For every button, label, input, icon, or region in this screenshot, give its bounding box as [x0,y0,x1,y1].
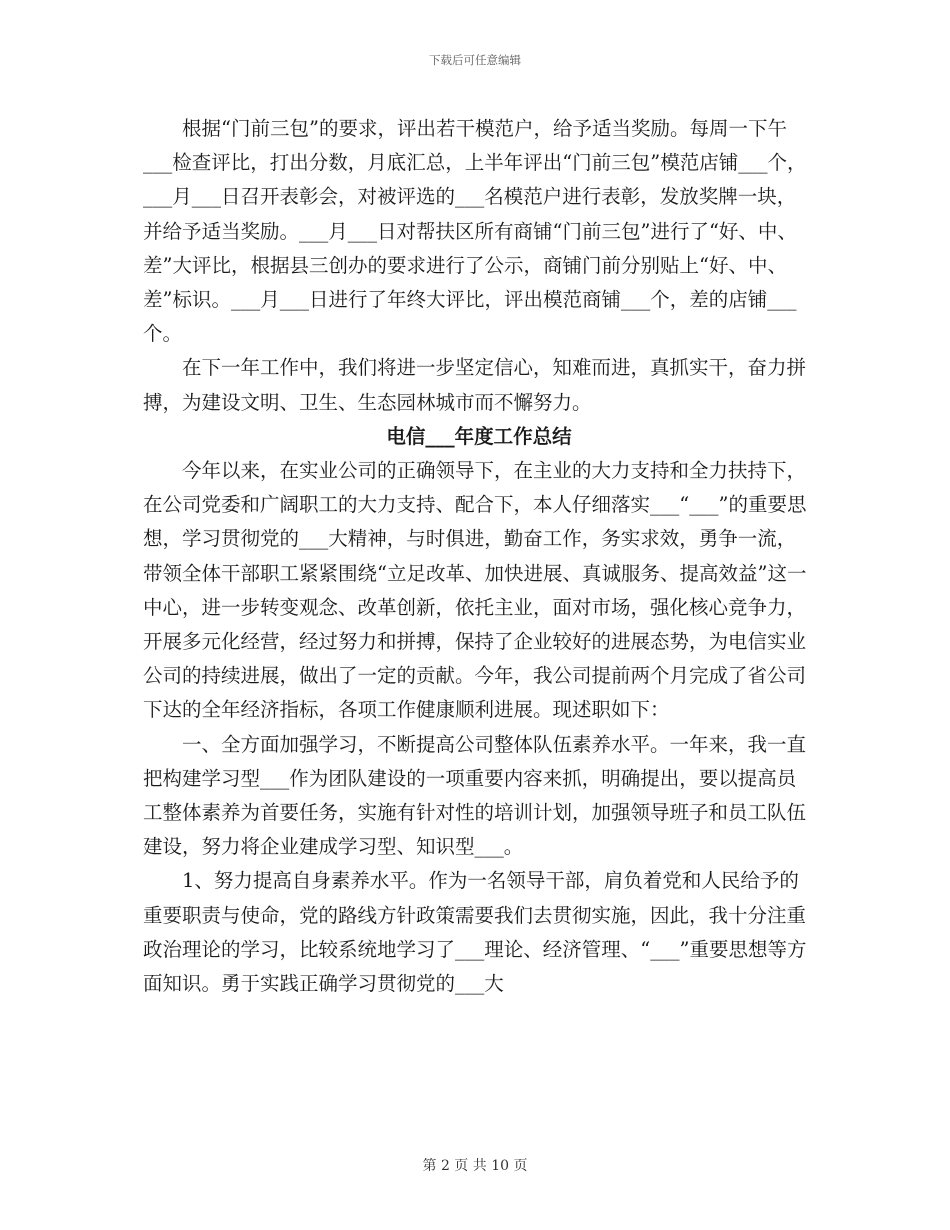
section-title: 电信___年度工作总结 [386,424,572,448]
page-footer: 第 2 页 共 10 页 [422,1158,528,1174]
page-header: 下载后可任意编辑 [429,53,521,67]
document-body [143,112,807,1001]
paragraph-1: 根据“门前三包”的要求，评出若干模范户，给予适当奖励。每周一下午___检查评比，打出分数，月底汇总，上半年评出“门前三包”模范店铺___个，___月___日召开表彰会，对被评选的___名模范户进行表彰，发放奖牌一块，并给予适当奖励。___月___日对帮扶区所有商铺“门前三包”进行了“好、中、差”大评比，根据县三创办的要求进行了公示，商铺门前分别贴上“好、中、差”标识。___月___日进行了年终大评比，评出模范商铺___个，差的店铺___个。 [143,117,807,346]
paragraph-3: 今年以来，在实业公司的正确领导下，在主业的大力支持和全力扶持下，在公司党委和广阔职工的大力支持、配合下，本人仔细落实___“___”的重要思想，学习贯彻党的___大精神，与时俱进，勤奋工作，务实求效，勇争一流，带领全体干部职工紧紧围绕“立足改革、加快进展、真诚服务、提高效益”这一中心，进一步转变观念、改革创新，依托主业，面对市场，强化核心竞争力，开展多元化经营，经过努力和拼搏，保持了企业较好的进展态势，为电信实业公司的持续进展，做出了一定的贡献。今年，我公司提前两个月完成了省公司下达的全年经济指标，各项工作健康顺利进展。现述职如下： [143,459,807,722]
paragraph-2: 在下一年工作中，我们将进一步坚定信心，知难而进，真抓实干，奋力拼搏，为建设文明、卫生、生态园林城市而不懈努力。 [143,356,807,414]
paragraph-5: 1、努力提高自身素养水平。作为一名领导干部，肩负着党和人民给予的重要职责与使命，党的路线方针政策需要我们去贯彻实施，因此，我十分注重政治理论的学习，比较系统地学习了___理论、经济管理、“___”重要思想等方面知识。勇于实践正确学习贯彻党的___大 [143,869,807,996]
paragraph-4: 一、全方面加强学习，不断提高公司整体队伍素养水平。一年来，我一直把构建学习型___作为团队建设的一项重要内容来抓，明确提出，要以提高员工整体素养为首要任务，实施有针对性的培训计划，加强领导班子和员工队伍建设，努力将企业建成学习型、知识型___。 [143,732,807,859]
